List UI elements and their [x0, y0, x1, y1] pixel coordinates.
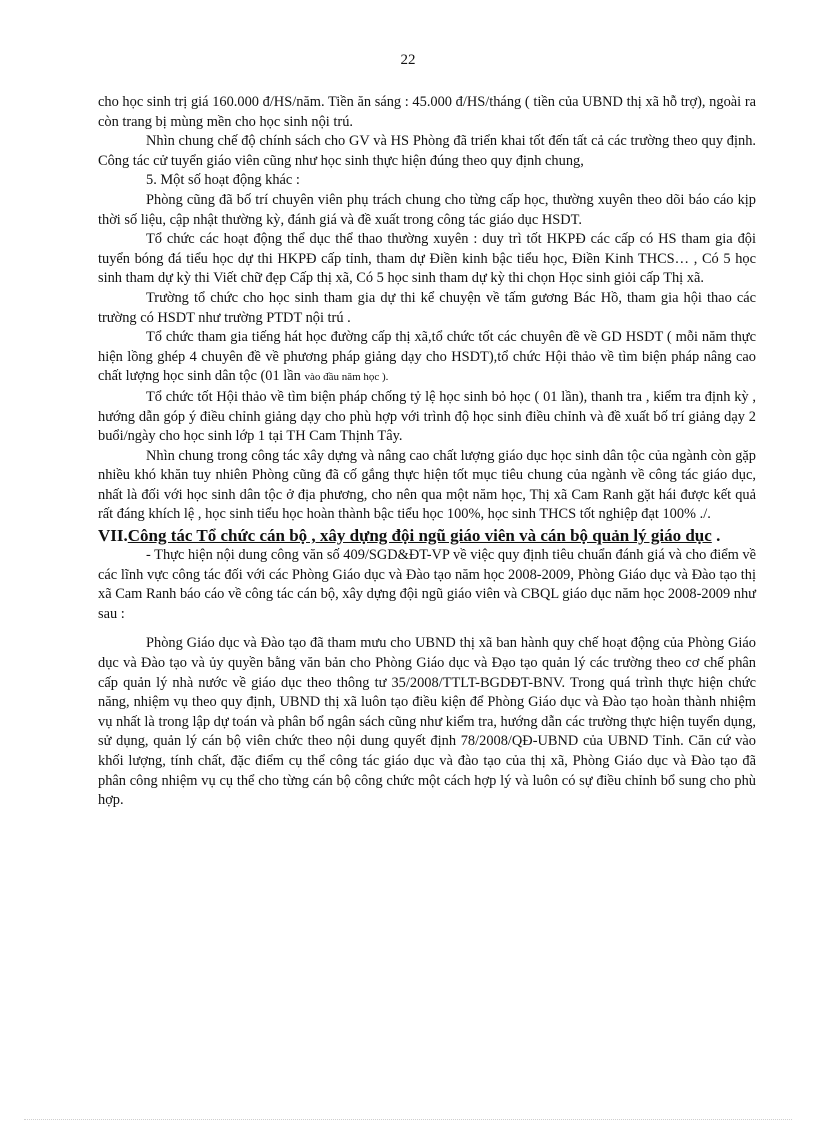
page-bottom-divider	[24, 1119, 792, 1120]
paragraph-specialist-assignment: Phòng cũng đã bố trí chuyên viên phụ trách chung cho từng cấp học, thường xuyên theo dõi báo cáo kịp thời số liệu, cập nhật thường kỳ, đánh giá và đề xuất trong công tác giáo dục HSDT.	[98, 191, 756, 228]
paragraph-storytelling-contest: Trường tổ chức cho học sinh tham gia dự thi kể chuyện về tấm gương Bác Hồ, tham gia hội thao các trường có HSDT như trường PTDT nội trú .	[98, 289, 756, 326]
section-vii-number: VII.	[98, 526, 128, 546]
paragraph-dropout-workshop: Tổ chức tốt Hội thảo về tìm biện pháp chống tỷ lệ học sinh bỏ học ( 01 lần), thanh tra , kiểm tra định kỳ , hướng dẫn góp ý điều chỉnh giảng dạy cho phù hợp với trình độ học sinh điều chỉnh và đề xuất bố trí giảng dạy 2 buổi/ngày cho học sinh lớp 1 tại TH Cam Thịnh Tây.	[98, 388, 756, 445]
paragraph-official-letter: - Thực hiện nội dung công văn số 409/SGD&ĐT-VP về việc quy định tiêu chuẩn đánh giá và cho điểm về các lĩnh vực công tác đối với các Phòng Giáo dục và Đào tạo năm học 2008-2009, Phòng Giáo dục và Đào tạo thị xã Cam Ranh báo cáo về công tác cán bộ, xây dựng đội ngũ giáo viên và CBQL giáo dục năm học 2008-2009 như sau :	[98, 547, 756, 622]
section-5-title: 5. Một số hoạt động khác :	[146, 172, 300, 189]
paragraph-general-results: Nhìn chung trong công tác xây dựng và nâng cao chất lượng giáo dục học sinh dân tộc của ngành còn gặp nhiều khó khăn tuy nhiên Phòng cũng đã cố gắng thực hiện tốt mục tiêu chung của ngành về công tác giáo dục, nhất là đối với học sinh dân tộc ở địa phương, cho nên qua một năm học, Thị xã Cam Ranh gặt hái được kết quả rất đáng khích lệ , học sinh tiểu học hoàn thành bậc tiểu học 100%, học sinh THCS tốt nghiệp đạt 100% ./.	[98, 447, 756, 523]
paragraph-policy-summary: Nhìn chung chế độ chính sách cho GV và HS Phòng đã triển khai tốt đến tất cả các trường theo quy định. Công tác cử tuyển giáo viên cũng như học sinh thực hiện đúng theo quy định chung,	[98, 133, 756, 169]
paragraph-lunch-support: cho học sinh trị giá 160.000 đ/HS/năm. Tiền ăn sáng : 45.000 đ/HS/tháng ( tiền của UBND thị xã hỗ trợ), ngoài ra còn trang bị mùng mền cho học sinh nội trú.	[98, 94, 756, 130]
paragraph-sports-activities: Tổ chức các hoạt động thể dục thể thao thường xuyên : duy trì tốt HKPĐ các cấp có HS tham gia đội tuyển bóng đá tiểu học dự thi HKPĐ cấp tỉnh, tham dự Điền kinh bậc tiểu học, Điền Kinh THCS… , Có 5 học sinh tham dự kỳ thi Viết chữ đẹp Cấp thị xã, Có 5 học sinh tham dự kỳ thi chọn Học sinh giỏi cấp Thị xã.	[98, 231, 756, 287]
document-body	[98, 93, 756, 811]
page-number: 22	[400, 52, 416, 68]
section-vii-suffix: .	[711, 526, 721, 546]
paragraph-management-regulation: Phòng Giáo dục và Đào tạo đã tham mưu cho UBND thị xã ban hành quy chế hoạt động của Phòng Giáo dục và Đào tạo và ủy quyền bằng văn bản cho Phòng Giáo dục và Đạo tạo quản lý các trường theo cơ chế phân cấp quản lý nhà nước về giáo dục theo thông tư 35/2008/TTLT-BGDĐT-BNV. Trong quá trình thực hiện chức năng, nhiệm vụ theo quy định, UBND thị xã luôn tạo điều kiện để Phòng Giáo dục và Đào tạo hoàn thành nhiệm vụ nhất là trong lập dự toán và phân bổ ngân sách cũng như kiểm tra, hướng dẫn các trường thực hiện tuyển dụng, sử dụng, quản lý cán bộ viên chức theo nội dung quyết định 78/2008/QĐ-UBND của UBND Tỉnh. Căn cứ vào khối lượng, tính chất, đặc điểm cụ thể công tác giáo dục và đào tạo của thị xã, Phòng Giáo dục và Đào tạo đã phân công nhiệm vụ cụ thể cho từng cán bộ công chức một cách hợp lý và luôn có sự điều chỉnh bổ sung cho phù hợp.	[98, 635, 756, 809]
paragraph-singing-workshops-tail: vào đầu năm học ).	[304, 371, 389, 384]
paragraph-singing-workshops-main: Tổ chức tham gia tiếng hát học đường cấp thị xã,tổ chức tốt các chuyên đề về GD HSDT ( mỗi năm thực hiện lồng ghép 4 chuyên đề về phương pháp giảng dạy cho HSDT),tổ chức Hội thảo về tìm biện pháp nâng cao chất lượng học sinh dân tộc (01 lần	[98, 329, 756, 385]
paragraph-singing-workshops	[98, 328, 756, 388]
section-vii-title: Công tác Tổ chức cán bộ , xây dựng đội ngũ giáo viên và cán bộ quản lý giáo dục	[127, 526, 712, 546]
section-vii-heading	[98, 525, 756, 546]
